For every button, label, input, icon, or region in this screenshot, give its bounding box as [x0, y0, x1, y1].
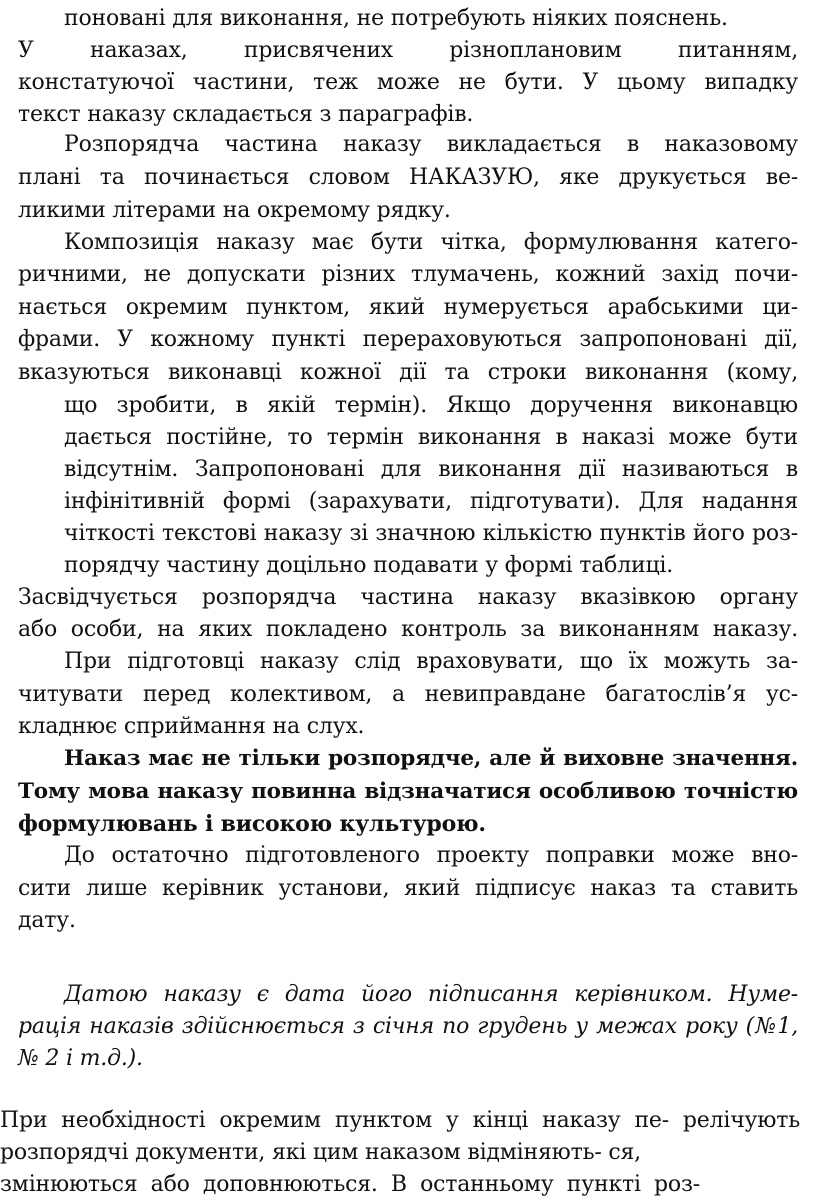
text-line: нається окремим пунктом, який нумерується арабськими ци- — [18, 295, 798, 320]
text-line: У наказах, присвячених різноплановим питанням, — [18, 38, 798, 63]
text-line: дається постійне, то термін виконання в наказі може бути — [64, 425, 798, 450]
text-line: До остаточно підготовленого проекту поправки може вно- — [64, 843, 798, 868]
italic-text-line: № 2 і т.д.). — [18, 1046, 143, 1071]
text-line: дату. — [18, 908, 76, 933]
bold-text-line: Наказ має не тільки розпорядче, але й виховне значення. — [64, 746, 798, 771]
text-line: При необхідності окремим пунктом у кінці наказу пе- релічують — [0, 1108, 800, 1133]
text-line: поновані для виконання, не потребують ніяких пояснень. — [64, 6, 728, 31]
text-line: Розпорядча частина наказу викладається в наказовому — [64, 132, 798, 157]
text-line: чіткості текстові наказу зі значною кількістю пунктів його роз- — [64, 521, 798, 546]
text-line: порядчу частину доцільно подавати у формі таблиці. — [64, 553, 674, 578]
text-line: текст наказу складається з параграфів. — [18, 102, 474, 127]
text-line: відсутнім. Запропоновані для виконання дії називаються в — [64, 457, 798, 482]
text-line: ричними, не допускати різних тлумачень, кожний захід почи- — [18, 262, 798, 287]
text-line: констатуючої частини, теж може не бути. У цьому випадку — [18, 70, 798, 95]
italic-text-line: рація наказів здійснюється з січня по грудень у межах року (№1, — [18, 1014, 798, 1039]
text-line: інфінітивній формі (зарахувати, підготувати). Для надання — [64, 489, 798, 514]
text-line: вказуються виконавці кожної дії та строки виконання (кому, — [18, 360, 798, 385]
text-line: що зробити, в якій термін). Якщо доручення виконавцю — [64, 393, 798, 418]
text-line: читувати перед колективом, а невиправдане багатослів’я ус- — [18, 682, 798, 707]
bold-text-line: формулювань і високою культурою. — [18, 811, 486, 837]
text-line: фрами. У кожному пункті перераховуються запропоновані дії, — [18, 327, 798, 352]
text-line: або особи, на яких покладено контроль за виконанням наказу. — [18, 617, 798, 642]
text-line: сити лише керівник установи, який підписує наказ та ставить — [18, 876, 798, 901]
bold-text-line: Тому мова наказу повинна відзначатися особливою точністю — [18, 779, 798, 804]
text-line: змінюються або доповнюються. В останньому пункті роз- — [0, 1172, 700, 1197]
text-line: кладнює сприймання на слух. — [18, 714, 365, 739]
italic-text-line: Датою наказу є дата його підписання керівником. Нуме- — [64, 982, 798, 1007]
text-line: розпорядчі документи, які цим наказом відміняють- ся, — [0, 1140, 641, 1165]
text-line: ликими літерами на окремому рядку. — [18, 198, 451, 223]
text-line: Композиція наказу має бути чітка, формулювання катего- — [64, 230, 798, 255]
text-line: плані та починається словом НАКАЗУЮ, яке друкується ве- — [18, 165, 798, 190]
text-line: При підготовці наказу слід враховувати, що їх можуть за- — [64, 649, 798, 674]
text-line: Засвідчується розпорядча частина наказу вказівкою органу — [18, 585, 798, 610]
